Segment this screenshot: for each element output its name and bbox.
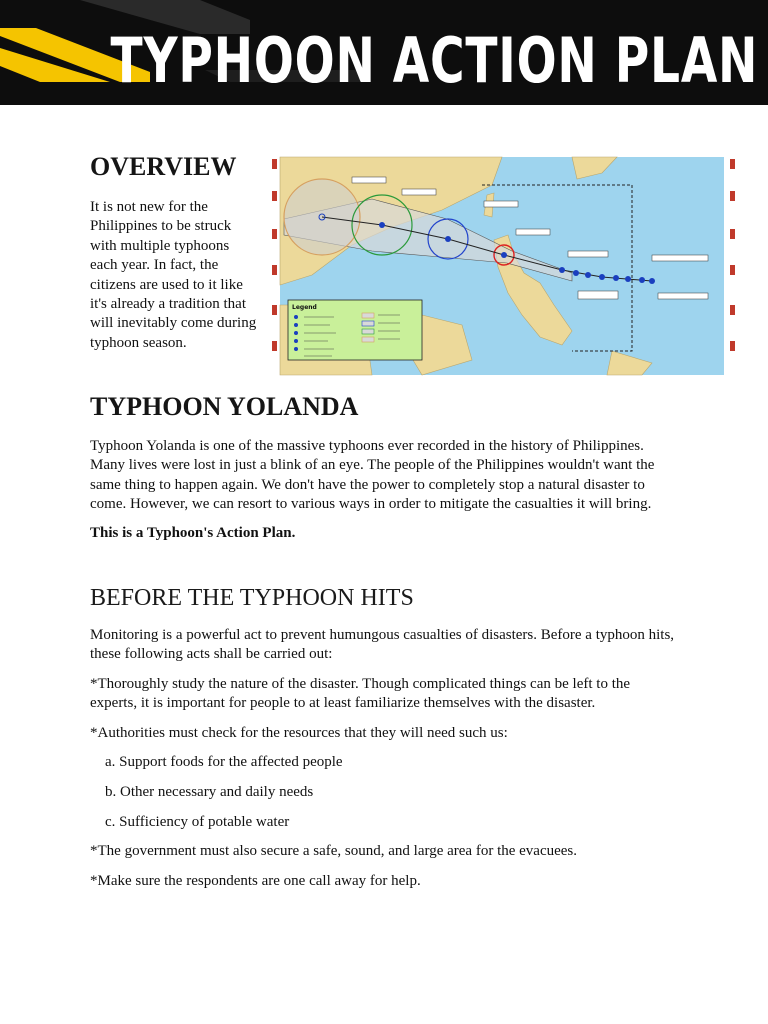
yolanda-text: Typhoon Yolanda is one of the massive typhoons ever recorded in the history of Philippines. Many lives were lost in just a blink of an eye. The people of the Philippines wouldn't want the same thing to happen again. We don't have the power to completely stop a natural disaster to come. However, we can resort to various ways in order to mitigate the casualties it will bring. <box>90 438 655 513</box>
action-plan-statement: This is a Typhoon's Action Plan. <box>90 525 296 541</box>
before-intro: Monitoring is a powerful act to prevent humungous casualties of disasters. Before a typhoon hits, these following acts shall be carried out: <box>90 627 675 663</box>
list-item: b. Other necessary and daily needs <box>105 784 314 800</box>
yolanda-heading: TYPHOON YOLANDA <box>90 392 359 421</box>
respondents-text: *Make sure the respondents are one call away for help. <box>90 873 421 889</box>
resources-text: *Authorities must check for the resources that they will need such us: <box>90 725 508 741</box>
banner-title: TYPHOON ACTION PLAN <box>110 24 758 97</box>
typhoon-track-map <box>272 155 740 377</box>
title-banner <box>0 0 768 105</box>
overview-text: It is not new for the Philippines to be struck with multiple typhoons each year. In fact, the citizens are used to it like it's already a tradition that will inevitably come during typhoon season. <box>90 199 257 351</box>
before-heading: BEFORE THE TYPHOON HITS <box>90 585 414 611</box>
legend-title: Legend <box>292 304 317 311</box>
evacuation-area-text: *The government must also secure a safe, sound, and large area for the evacuees. <box>90 843 578 859</box>
study-disaster-text: *Thoroughly study the nature of the disaster. Though complicated things can be left to the experts, it is important for people to at least familiarize themselves with the disaster. <box>90 676 631 712</box>
list-item: a. Support foods for the affected people <box>105 754 343 770</box>
list-item: c. Sufficiency of potable water <box>105 814 290 830</box>
overview-heading: OVERVIEW <box>90 152 237 181</box>
